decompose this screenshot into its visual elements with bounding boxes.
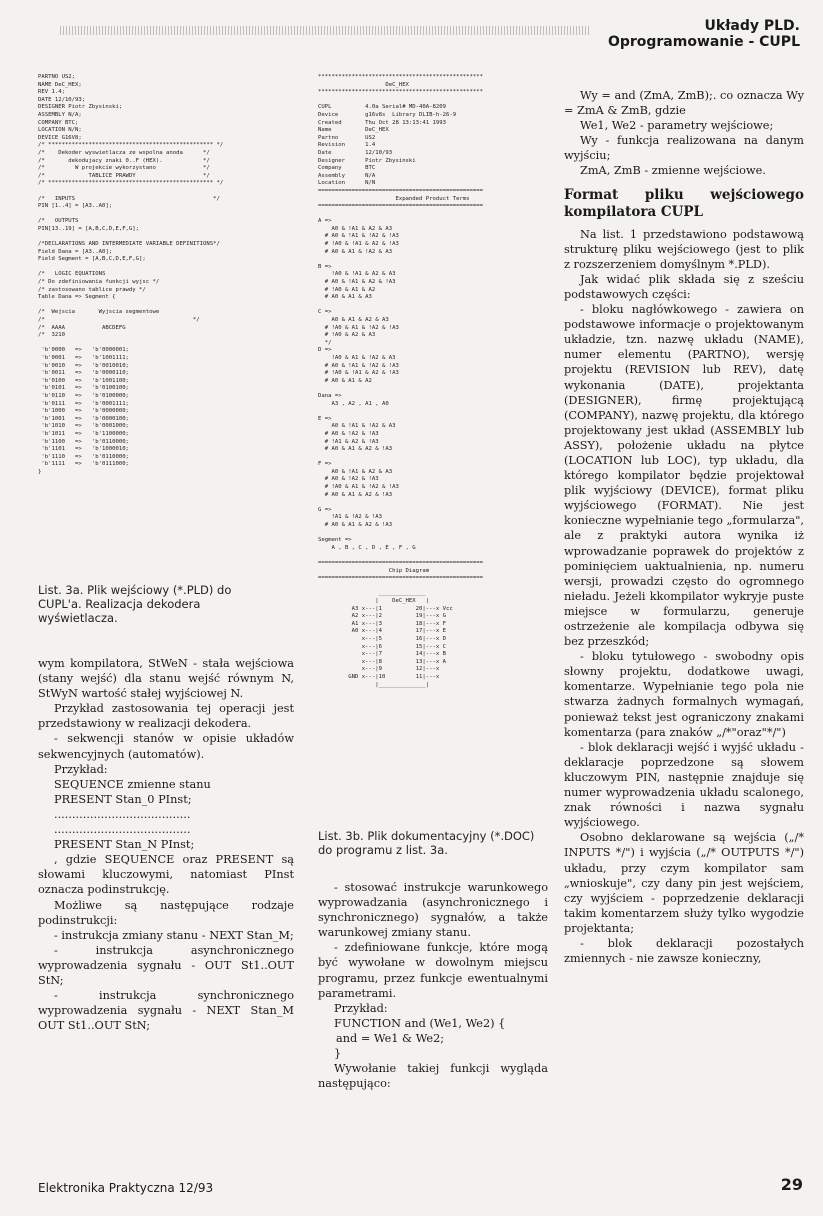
paragraph: Wy - funkcja realizowana na danym wyjściu; [564, 134, 804, 163]
paragraph: - bloku tytułowego - swobodny opis słowny projektu, dodatkowe uwagi, komentarze. Wypełnianie tego pola nie stwarza żadnych formalnych wymagań, ponieważ tekst jest ograniczony znakami komentarza (para znaków „/*"oraz"*/") [564, 650, 804, 739]
paragraph: Wywołanie takiej funkcji wygląda następująco: [318, 1062, 548, 1091]
page-number: 29 [780, 1175, 803, 1194]
paragraph: - sekwencji stanów w opisie układów sekwencyjnych (automatów). [38, 732, 294, 761]
page-header-title: Układy PLD. Oprogramowanie - CUPL [607, 18, 800, 50]
listing-3b-code: ************************************************* DeC_HEX ************************************************* CUPL 4.0a Serial# MD-40A-8209 Device g16v8s Library DLIB-h-26-9 Created Thu Oct 28 13:13:41 1993 Name DeC_HEX Partno US2 Revision 1.4 Date 12/10/93 Designer Piotr Zbysinski Company BTC Assembly N/A Location N/N ================================================= Expanded Product Terms ================================================= A => A0 & !A1 & A2 & A3 # A0 & !A1 & !A2 & !A3 # !A0 & !A1 & A2 & !A3 # A0 & A1 & !A2 & A3 B => !A0 & !A1 & A2 & A3 # A0 & !A1 & A2 & !A3 # !A0 & A1 & A2 # A0 & A1 & A3 C => A0 & A1 & A2 & A3 # !A0 & A1 & !A2 & !A3 # !A0 & A2 & A3 */ D => !A0 & A1 & !A2 & A3 # A0 & !A1 & !A2 & !A3 # !A0 & !A1 & A2 & !A3 # A0 & A1 & A2 Dana => A3 , A2 , A1 , A0 E => A0 & !A1 & !A2 & A3 # A0 & !A2 & !A3 # !A1 & A2 & !A3 # A0 & A1 & A2 & !A3 F => A0 & !A1 & A2 & A3 # A0 & !A2 & !A3 # !A0 & A1 & !A2 & !A3 # A0 & A1 & A2 & !A3 G => !A1 & !A2 & !A3 # A0 & A1 & A2 & !A3 Segment => A , B , C , D , E , F , G ================================================= Chip Diagram ================================================= ______________ | DeC_HEX | A3 x---|1 20|---x Vcc A2 x---|2 19|---x G A1 x---|3 18|---x F A0 x---|4 17|---x E x---|5 16|---x D x---|6 15|---x C x---|7 14|---x B x---|8 13|---x A x---|9 12|---x GND x---|10 11|---x |______________| [318, 74, 484, 688]
paragraph: ZmA, ZmB - zmienne wejściowe. [580, 164, 766, 178]
paragraph: - instrukcja zmiany stanu - NEXT Stan_M; [54, 928, 294, 942]
listing-3a-code: PARTNO US2; NAME DeC_HEX; REV 1.4; DATE 12/10/93; DESIGNER Piotr Zbysinski; ASSEMBLY N/A; COMPANY BTC; LOCATION N/N; DEVICE G16V8; /* ************************************************* */ /* Dekoder wyswietlacza ze wspolna anoda */ /* dekodujacy znaki 0..F (HEX). */ /* W projekcie wykorzystano */ /* TABLICE PRAWDY */ /* ************************************************* */ /* INPUTS */ PIN [1..4] = [A3..A0]; /* OUTPUTS PIN[13..19] = [A,B,C,D,E,F,G]; /*DECLARATIONS AND INTERMEDIATE VARIABLE DEFINITIONS*/ Field Dana = [A3..A0]; Field Segment = [A,B,C,D,E,F,G]; /* LOGIC EQUATIONS /* Do zdefiniowania funkcji wyjsc */ /* zastosowano tablice prawdy */ Table Dana => Segment { /* Wejscia Wyjscia segmentowe /* */ /* AAAA ABCDEFG /* 3210 'b'0000 => 'b'0000001; 'b'0001 => 'b'1001111; 'b'0010 => 'b'0010010; 'b'0011 => 'b'0000110; 'b'0100 => 'b'1001100; 'b'0101 => 'b'0100100; 'b'0110 => 'b'0100000; 'b'0111 => 'b'0001111; 'b'1000 => 'b'0000000; 'b'1001 => 'b'0000100; 'b'1010 => 'b'0001000; 'b'1011 => 'b'1100000; 'b'1100 => 'b'0110000; 'b'1101 => 'b'1000010; 'b'1110 => 'b'0110000; 'b'1111 => 'b'0111000; } [38, 74, 224, 475]
paragraph: , gdzie SEQUENCE oraz PRESENT są słowami kluczowymi, natomiast PInst oznacza podinstrukcję. [38, 853, 294, 897]
section-heading: Format pliku wejściowego kompilatora CUPL [564, 186, 804, 220]
paragraph: Przykład zastosowania tej operacji jest przedstawiony w realizacji dekodera. [38, 702, 294, 731]
code-line: PRESENT Stan_0 PInst; [54, 792, 192, 806]
left-column-text [38, 656, 294, 1033]
paragraph: We1, We2 - parametry wejściowe; [580, 119, 774, 133]
right-column-text [564, 88, 804, 966]
paragraph: - blok deklaracji pozostałych zmiennych - nie zawsze konieczny, [564, 936, 804, 966]
paragraph: - bloku nagłówkowego - zawiera on podstawowe informacje o projektowanym układzie, tzn. nazwę układu (NAME), numer elementu (PARTNO), wersję projektu (REVISION lub REV), datę wykonania (DATE), projektanta (DESIGNER), firmę projektującą (COMPANY), nazwę projektu, dla którego projektowany jest układ (ASSEMBLY lub ASSY), położenie układu na płytce (LOCATION lub LOC), typ układu, dla którego kompilator będzie projektował plik wyjściowy (DEVICE), format pliku wyjściowego (FORMAT). Nie jest konieczne wypełnianie tego „formularza", ale z praktyki autora wynika iż wprowadzanie poprawek do projektów z pominięciem uaktualnienia, np. numeru wersji, prowadzi często do ogromnego nieładu. Jeżeli kkompilator wykryje puste miejsce w formularzu, generuje ostrzeżenie ale kompilacja odbywa się bez przeszkód; [564, 303, 804, 649]
code-line: PRESENT Stan_N PInst; [54, 838, 195, 852]
paragraph: Możliwe są następujące rodzaje podinstrukcji: [38, 898, 294, 927]
footer-publication: Elektronika Praktyczna 12/93 [38, 1181, 214, 1195]
paragraph: - instrukcja asynchronicznego wyprowadzenia sygnału - OUT St1..OUT StN; [38, 943, 294, 987]
paragraph: Przykład: [334, 1001, 388, 1015]
middle-column-text [318, 880, 548, 1091]
paragraph: - instrukcja synchronicznego wyprowadzenia sygnału - NEXT Stan_M OUT St1..OUT StN; [38, 989, 294, 1033]
paragraph: - zdefiniowane funkcje, które mogą być wywołane w dowolnym miejscu programu, przez funkcje ewentualnymi parametrami. [318, 941, 548, 1000]
code-line: } [334, 1047, 342, 1061]
paragraph: - blok deklaracji wejść i wyjść układu - deklaracje poprzedzone są słowem kluczowym PIN, następnie znajduje się numer wyprowadzenia układu scalonego, znak równości i nazwa sygnału wyjściowego. [564, 740, 804, 830]
listing-3a-caption: List. 3a. Plik wejściowy (*.PLD) do CUPL'a. Realizacja dekodera wyświetlacza. [38, 583, 232, 625]
paragraph: wym kompilatora, StWeN - stała wejściowa (stany wejść) dla stanu wejść równym N, StWyN wartość stałej wyjściowej N. [38, 657, 294, 701]
paragraph: Jak widać plik składa się z sześciu podstawowych części: [564, 272, 804, 301]
paragraph: - stosować instrukcje warunkowego wyprowadzania (asynchronicznego i synchronicznego) sygnałów, a także warunkowej zmiany stanu. [318, 881, 548, 940]
paragraph: Przykład: [54, 762, 108, 776]
paragraph: Na list. 1 przedstawiono podstawową strukturę pliku wejściowego (jest to plik z rozszerzeniem domyślnym *.PLD). [564, 227, 804, 271]
paragraph: Wy = and (ZmA, ZmB);. co oznacza Wy = ZmA & ZmB, gdzie [564, 89, 804, 118]
header-decoration [60, 26, 590, 35]
code-line: SEQUENCE zmienne stanu [54, 777, 211, 791]
code-line: ...................................... [54, 807, 191, 821]
code-line: FUNCTION and (We1, We2) { [334, 1016, 506, 1030]
listing-3b-caption: List. 3b. Plik dokumentacyjny (*.DOC) do programu z list. 3a. [318, 829, 535, 857]
code-line: and = We1 & We2; [336, 1031, 445, 1045]
code-line: ...................................... [54, 823, 191, 837]
paragraph: Osobno deklarowane są wejścia („/* INPUTS */") i wyjścia („/* OUTPUTS */") układu, przy czym kompilator sam „wnioskuje", czy dany pin jest wejściem, czy wyjściem - poprzedzenie deklaracji takim komentarzem służy tylko wygodzie projektanta; [564, 831, 804, 935]
